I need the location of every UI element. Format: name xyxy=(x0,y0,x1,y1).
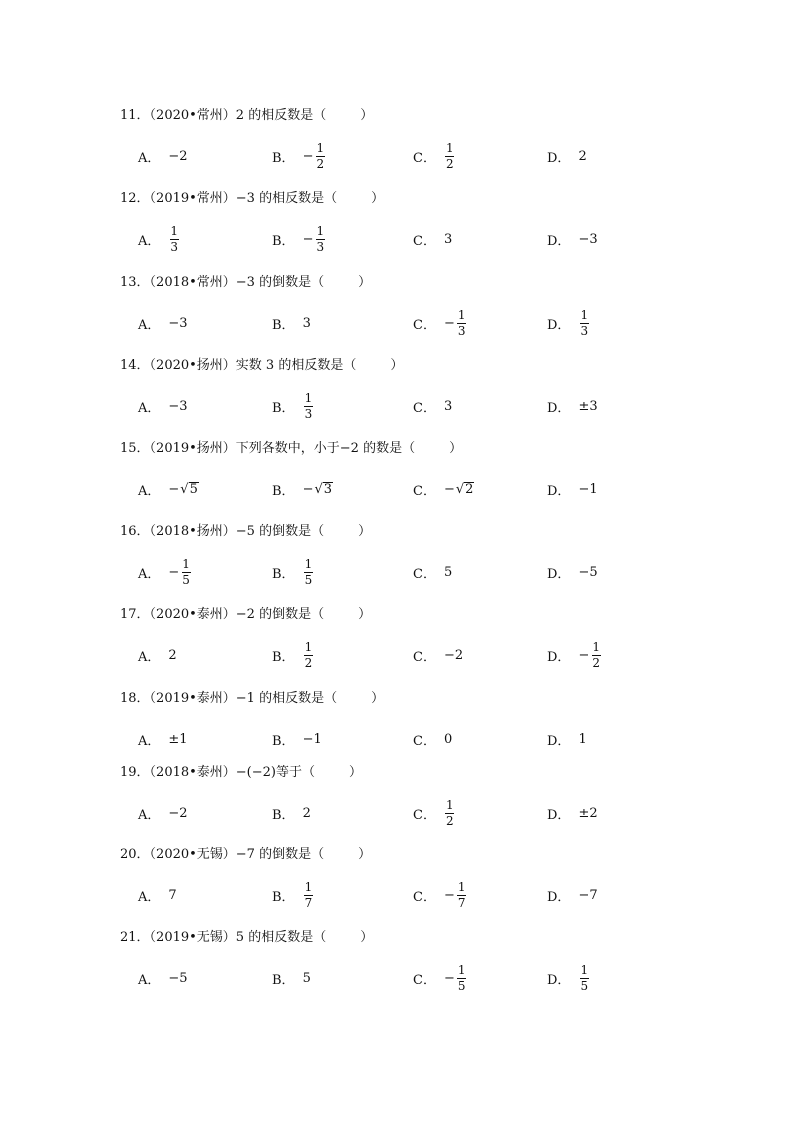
numerator: 1 xyxy=(457,307,466,322)
option-b xyxy=(272,305,402,341)
option-value: −3 xyxy=(578,231,598,247)
option-letter: C． xyxy=(413,483,436,499)
option-d xyxy=(547,305,677,341)
denominator: 2 xyxy=(445,813,454,828)
option-a xyxy=(138,637,268,673)
numerator: 1 xyxy=(457,962,466,977)
option-letter: A． xyxy=(138,566,161,582)
option-letter: C． xyxy=(413,317,436,333)
option-letter: B． xyxy=(272,807,295,823)
option-c xyxy=(413,388,543,424)
option-a xyxy=(138,554,268,590)
square-root xyxy=(314,482,333,497)
fraction xyxy=(456,309,468,338)
closing-paren: ） xyxy=(371,191,385,206)
option-letter: A． xyxy=(138,483,161,499)
fraction xyxy=(590,641,602,670)
question-text: 13．（2018•常州）−3 的倒数是（ xyxy=(120,275,325,290)
option-value: 5 xyxy=(302,970,311,986)
minus-sign: − xyxy=(443,315,455,331)
option-value: −5 xyxy=(168,970,188,986)
radicand: 5 xyxy=(189,481,198,497)
numerator: 1 xyxy=(304,390,313,405)
question-stem xyxy=(120,441,462,457)
fraction xyxy=(456,881,468,910)
option-b xyxy=(272,795,402,831)
question-stem xyxy=(120,607,371,623)
option-letter: B． xyxy=(272,889,295,905)
option-value: 3 xyxy=(302,315,311,331)
square-root xyxy=(456,482,475,497)
minus-sign: − xyxy=(302,481,314,497)
option-letter: B． xyxy=(272,400,295,416)
option-value: −5 xyxy=(578,564,598,580)
option-letter: D． xyxy=(547,317,571,333)
option-b xyxy=(272,138,402,174)
minus-sign: − xyxy=(443,970,455,986)
minus-sign: − xyxy=(443,481,455,497)
option-value: −2 xyxy=(168,805,188,821)
numerator: 1 xyxy=(304,556,313,571)
option-c xyxy=(413,221,543,257)
question-text: 15．（2019•扬州）下列各数中，小于−2 的数是（ xyxy=(120,441,416,456)
option-c xyxy=(413,795,543,831)
fraction xyxy=(578,964,590,993)
option-b xyxy=(272,554,402,590)
option-value: 1 xyxy=(578,731,587,747)
fraction xyxy=(444,142,456,171)
option-c xyxy=(413,877,543,913)
option-a xyxy=(138,221,268,257)
question-11 xyxy=(120,108,680,188)
question-stem xyxy=(120,108,373,124)
question-text: 19．（2018•泰州）−(−2)等于（ xyxy=(120,765,315,780)
closing-paren: ） xyxy=(449,441,463,456)
option-letter: C． xyxy=(413,972,436,988)
option-letter: B． xyxy=(272,483,295,499)
question-15 xyxy=(120,441,680,521)
fraction xyxy=(578,309,590,338)
denominator: 2 xyxy=(445,156,454,171)
question-text: 12．（2019•常州）−3 的相反数是（ xyxy=(120,191,338,206)
denominator: 3 xyxy=(304,406,313,421)
option-b xyxy=(272,960,402,996)
option-c xyxy=(413,554,543,590)
option-value: ±2 xyxy=(578,805,598,821)
option-c xyxy=(413,721,543,757)
option-value: −3 xyxy=(168,315,188,331)
closing-paren: ） xyxy=(390,358,404,373)
fraction xyxy=(303,641,315,670)
option-b xyxy=(272,877,402,913)
question-stem xyxy=(120,275,371,291)
option-letter: A． xyxy=(138,150,161,166)
numerator: 1 xyxy=(580,307,589,322)
denominator: 5 xyxy=(457,978,466,993)
closing-paren: ） xyxy=(360,930,374,945)
option-c xyxy=(413,637,543,673)
minus-sign: − xyxy=(168,564,180,580)
closing-paren: ） xyxy=(360,108,374,123)
fraction xyxy=(314,225,326,254)
fraction xyxy=(180,558,192,587)
question-text: 20．（2020•无锡）−7 的倒数是（ xyxy=(120,847,325,862)
option-value: ±3 xyxy=(578,398,598,414)
option-letter: A． xyxy=(138,649,161,665)
option-letter: C． xyxy=(413,649,436,665)
question-18 xyxy=(120,691,680,771)
option-letter: D． xyxy=(547,566,571,582)
option-a xyxy=(138,305,268,341)
option-letter: B． xyxy=(272,649,295,665)
option-letter: C． xyxy=(413,733,436,749)
question-text: 11．（2020•常州）2 的相反数是（ xyxy=(120,108,327,123)
option-value: 2 xyxy=(302,805,311,821)
option-d xyxy=(547,388,677,424)
option-a xyxy=(138,877,268,913)
denominator: 2 xyxy=(304,655,313,670)
question-stem xyxy=(120,930,373,946)
option-letter: B． xyxy=(272,733,295,749)
option-letter: C． xyxy=(413,566,436,582)
question-text: 16．（2018•扬州）−5 的倒数是（ xyxy=(120,524,325,539)
fraction xyxy=(303,558,315,587)
numerator: 1 xyxy=(457,879,466,894)
option-c xyxy=(413,960,543,996)
fraction xyxy=(168,225,180,254)
numerator: 1 xyxy=(316,140,325,155)
option-a xyxy=(138,388,268,424)
option-value: −1 xyxy=(302,731,322,747)
denominator: 2 xyxy=(316,156,325,171)
option-letter: C． xyxy=(413,400,436,416)
square-root xyxy=(180,482,199,497)
option-c xyxy=(413,305,543,341)
option-letter: D． xyxy=(547,889,571,905)
option-value: 3 xyxy=(443,231,453,247)
question-20 xyxy=(120,847,680,927)
fraction xyxy=(456,964,468,993)
option-letter: B． xyxy=(272,566,295,582)
fraction xyxy=(444,799,456,828)
option-a xyxy=(138,721,268,757)
minus-sign: − xyxy=(302,231,314,247)
denominator: 5 xyxy=(304,572,313,587)
denominator: 7 xyxy=(304,895,313,910)
option-d xyxy=(547,554,677,590)
option-value: 0 xyxy=(443,731,453,747)
option-value: −2 xyxy=(443,647,464,663)
minus-sign: − xyxy=(168,481,180,497)
denominator: 3 xyxy=(316,239,325,254)
option-letter: D． xyxy=(547,483,571,499)
question-stem xyxy=(120,847,371,863)
radicand: 3 xyxy=(323,481,333,497)
radical-sign-icon: √ xyxy=(455,481,465,497)
minus-sign: − xyxy=(302,148,314,164)
option-letter: B． xyxy=(272,972,295,988)
question-text: 14．（2020•扬州）实数 3 的相反数是（ xyxy=(120,358,357,373)
option-value: 5 xyxy=(443,564,453,580)
closing-paren: ） xyxy=(358,607,372,622)
fraction xyxy=(303,881,315,910)
option-letter: C． xyxy=(413,889,436,905)
numerator: 1 xyxy=(316,223,325,238)
numerator: 1 xyxy=(304,639,313,654)
question-text: 21．（2019•无锡）5 的相反数是（ xyxy=(120,930,327,945)
option-letter: A． xyxy=(138,889,161,905)
denominator: 5 xyxy=(580,978,589,993)
option-value: −7 xyxy=(578,887,598,903)
radical-sign-icon: √ xyxy=(180,481,189,497)
option-letter: D． xyxy=(547,400,571,416)
option-letter: B． xyxy=(272,317,295,333)
question-13 xyxy=(120,275,680,355)
question-stem xyxy=(120,765,362,781)
numerator: 1 xyxy=(580,962,589,977)
option-letter: A． xyxy=(138,317,161,333)
question-stem xyxy=(120,691,384,707)
option-value: 3 xyxy=(443,398,453,414)
numerator: 1 xyxy=(592,639,600,654)
option-a xyxy=(138,138,268,174)
option-value: −3 xyxy=(168,398,188,414)
question-text: 18．（2019•泰州）−1 的相反数是（ xyxy=(120,691,338,706)
option-d xyxy=(547,877,677,913)
option-d xyxy=(547,637,677,673)
closing-paren: ） xyxy=(358,847,372,862)
option-d xyxy=(547,721,677,757)
question-stem xyxy=(120,524,371,540)
fraction xyxy=(303,392,315,421)
option-d xyxy=(547,471,677,507)
option-value: 2 xyxy=(168,647,177,663)
option-letter: B． xyxy=(272,233,295,249)
option-value: 2 xyxy=(578,148,587,164)
closing-paren: ） xyxy=(349,765,363,780)
minus-sign: − xyxy=(578,647,590,663)
option-value: −2 xyxy=(168,148,188,164)
question-text: 17．（2020•泰州）−2 的倒数是（ xyxy=(120,607,325,622)
option-letter: A． xyxy=(138,972,161,988)
option-letter: D． xyxy=(547,733,571,749)
closing-paren: ） xyxy=(358,275,372,290)
option-letter: C． xyxy=(413,150,436,166)
numerator: 1 xyxy=(304,879,313,894)
denominator: 3 xyxy=(457,323,466,338)
denominator: 3 xyxy=(580,323,589,338)
question-14 xyxy=(120,358,680,438)
numerator: 1 xyxy=(170,223,179,238)
option-d xyxy=(547,960,677,996)
option-b xyxy=(272,388,402,424)
denominator: 3 xyxy=(170,239,179,254)
question-stem xyxy=(120,191,384,207)
option-b xyxy=(272,721,402,757)
option-d xyxy=(547,221,677,257)
option-letter: D． xyxy=(547,649,571,665)
option-letter: C． xyxy=(413,233,436,249)
option-c xyxy=(413,471,543,507)
option-c xyxy=(413,138,543,174)
option-a xyxy=(138,471,268,507)
numerator: 1 xyxy=(445,797,454,812)
option-letter: A． xyxy=(138,233,161,249)
minus-sign: − xyxy=(443,887,455,903)
question-21 xyxy=(120,930,680,1010)
option-a xyxy=(138,960,268,996)
fraction xyxy=(314,142,326,171)
option-letter: B． xyxy=(272,150,295,166)
option-letter: C． xyxy=(413,807,436,823)
radicand: 2 xyxy=(465,481,474,497)
option-letter: A． xyxy=(138,400,161,416)
option-a xyxy=(138,795,268,831)
closing-paren: ） xyxy=(358,524,372,539)
option-letter: D． xyxy=(547,807,571,823)
option-letter: D． xyxy=(547,233,571,249)
option-b xyxy=(272,221,402,257)
option-letter: A． xyxy=(138,807,161,823)
denominator: 7 xyxy=(457,895,466,910)
question-19 xyxy=(120,765,680,845)
closing-paren: ） xyxy=(371,691,385,706)
denominator: 2 xyxy=(592,655,600,670)
option-letter: D． xyxy=(547,972,571,988)
question-16 xyxy=(120,524,680,604)
denominator: 5 xyxy=(182,572,190,587)
numerator: 1 xyxy=(445,140,454,155)
option-value: 7 xyxy=(168,887,177,903)
numerator: 1 xyxy=(182,556,190,571)
option-d xyxy=(547,138,677,174)
option-d xyxy=(547,795,677,831)
option-letter: A． xyxy=(138,733,161,749)
question-12 xyxy=(120,191,680,271)
radical-sign-icon: √ xyxy=(314,481,323,497)
option-b xyxy=(272,637,402,673)
option-b xyxy=(272,471,402,507)
option-letter: D． xyxy=(547,150,571,166)
option-value: ±1 xyxy=(168,731,188,747)
question-stem xyxy=(120,358,403,374)
option-value: −1 xyxy=(578,481,598,497)
question-17 xyxy=(120,607,680,687)
